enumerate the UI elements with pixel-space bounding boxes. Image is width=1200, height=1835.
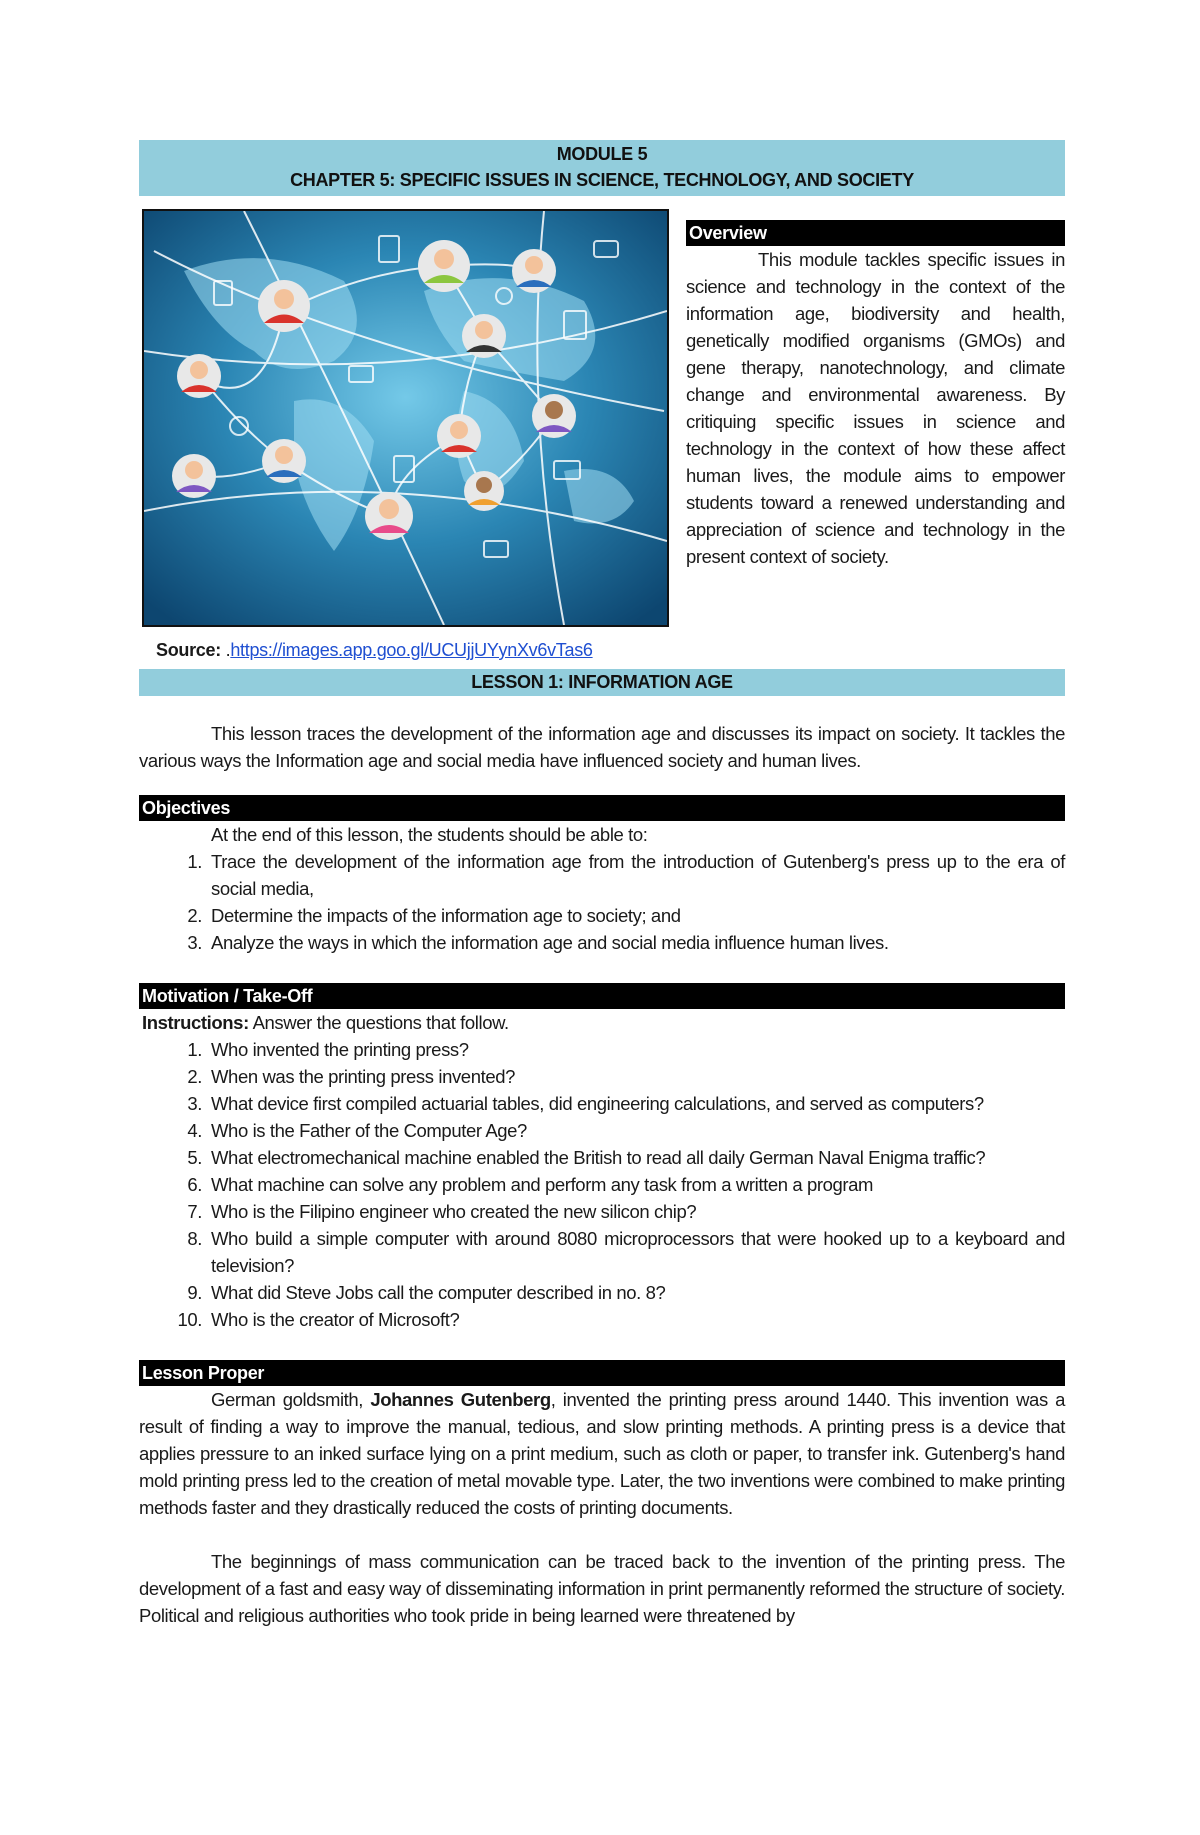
objectives-lead: At the end of this lesson, the students should be able to: (211, 824, 648, 845)
list-item: 4. Who is the Father of the Computer Age? (187, 1120, 527, 1141)
source-label: Source: (156, 640, 221, 660)
list-item: 10. Who is the creator of Microsoft? (177, 1309, 460, 1330)
source-link[interactable]: https://images.app.goo.gl/UCUjjUYynXv6vTas6 (230, 640, 593, 660)
overview-section (686, 220, 1065, 570)
lesson-intro: This lesson traces the development of the information age and discusses its impact on society. It tackles the various ways the Information age and social media have influenced society and human lives. (139, 723, 1065, 771)
lesson-paragraph-1: German goldsmith, Johannes Gutenberg, invented the printing press around 1440. This invention was a result of finding a way to improve the manual, tedious, and slow printing methods. A printing press is a device that applies pressure to an inked surface lying on a print medium, such as cloth or paper, to transfer ink. Gutenberg's hand mold printing press led to the creation of metal movable type. Later, the two inventions were combined to make printing methods faster and they drastically reduced the costs of printing documents. (139, 1389, 1065, 1518)
list-item: 2. Determine the impacts of the information age to society; and (187, 905, 681, 926)
list-item: 1. Trace the development of the information age from the introduction of Gutenberg's press up to the era of social media, (187, 851, 1065, 899)
motivation-instructions: Instructions: Answer the questions that follow. (142, 1012, 509, 1033)
objectives-list (139, 848, 1065, 956)
lesson-proper-section (139, 1360, 1065, 1629)
lesson-paragraph-2: The beginnings of mass communication can be traced back to the invention of the printing press. The development of a fast and easy way of disseminating information in print permanently reformed the structure of society. Political and religious authorities who took pride in being learned were threatened by (139, 1551, 1065, 1626)
list-item: 9. What did Steve Jobs call the computer described in no. 8? (187, 1282, 666, 1303)
module-page (139, 140, 1065, 1629)
list-item: 8. Who build a simple computer with around 8080 microprocessors that were hooked up to a keyboard and television? (187, 1228, 1065, 1276)
list-item: 1. Who invented the printing press? (187, 1039, 469, 1060)
list-item: 5. What electromechanical machine enabled the British to read all daily German Naval Enigma traffic? (187, 1147, 986, 1168)
list-item: 3. Analyze the ways in which the information age and social media influence human lives. (187, 932, 889, 953)
social-network-graphic (144, 211, 667, 625)
list-item: 6. What machine can solve any problem and perform any task from a written a program (187, 1174, 874, 1195)
list-item: 2. When was the printing press invented? (187, 1066, 515, 1087)
lesson-title: LESSON 1: INFORMATION AGE (139, 669, 1065, 696)
motivation-section (139, 983, 1065, 1333)
lesson-proper-heading: Lesson Proper (139, 1360, 1065, 1386)
objectives-heading: Objectives (139, 795, 1065, 821)
list-item: 7. Who is the Filipino engineer who created the new silicon chip? (187, 1201, 697, 1222)
image-source: Source: .https://images.app.goo.gl/UCUjjUYynXv6vTas6 (156, 640, 593, 660)
module-title: MODULE 5 (556, 144, 648, 164)
chapter-title: CHAPTER 5: SPECIFIC ISSUES IN SCIENCE, TECHNOLOGY, AND SOCIETY (290, 170, 914, 190)
overview-heading: Overview (686, 220, 1065, 246)
network-illustration (142, 209, 669, 627)
list-item: 3. What device first compiled actuarial tables, did engineering calculations, and served as computers? (187, 1093, 984, 1114)
motivation-questions (139, 1036, 1065, 1333)
overview-text: This module tackles specific issues in science and technology in the context of the information age, biodiversity and health, genetically modified organisms (GMOs) and gene therapy, nanotechnology, and climate change and environmental awareness. By critiquing specific issues in science and technology in the context of how these affect human lives, the module aims to empower students toward a renewed understanding and appreciation of science and technology in the present context of society. (686, 249, 1065, 567)
motivation-heading: Motivation / Take-Off (139, 983, 1065, 1009)
top-section (139, 209, 1065, 669)
module-header (139, 140, 1065, 196)
objectives-section (139, 795, 1065, 956)
